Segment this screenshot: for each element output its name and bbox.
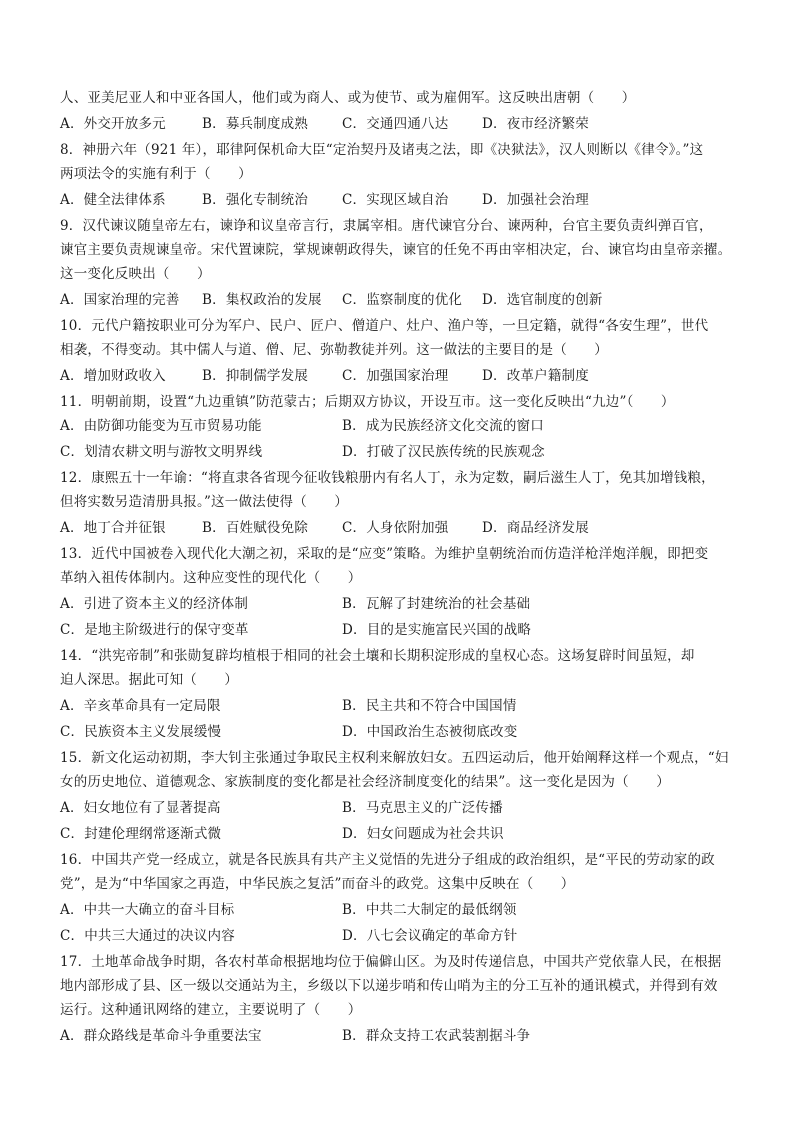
question-17-stem: 17．土地革命战争时期，各农村革命根据地均位于偏僻山区。为及时传递信息，中国共产党依靠人民，在根据	[60, 954, 722, 970]
option-b: B．民主共和不符合中国国情	[342, 698, 517, 714]
option-a: A．妇女地位有了显著提高	[60, 800, 221, 816]
option-c: C．实现区域自治	[342, 192, 449, 208]
option-a: A．中共一大确立的奋斗目标	[60, 902, 235, 918]
option-a: A．外交开放多元	[60, 116, 166, 132]
option-c: C．是地主阶级进行的保守变革	[60, 622, 249, 638]
option-d: D．中国政治生态被彻底改变	[342, 724, 518, 740]
option-d: D．八七会议确定的革命方针	[342, 928, 518, 944]
option-b: B．募兵制度成熟	[202, 116, 309, 132]
question-10-stem: 10．元代户籍按职业可分为军户、民户、匠户、僧道户、灶户、渔户等，一旦定籍，就得“各安生理”，世代	[60, 318, 709, 334]
question-11-stem: 11．明朝前期，设置“九边重镇”防范蒙古；后期双方协议，开设互市。这一变化反映出“九边”（ ）	[60, 394, 675, 410]
option-b: B．瓦解了封建统治的社会基础	[342, 596, 531, 612]
question-9-stem: 9．汉代谏议随皇帝左右，谏诤和议皇帝言行，隶属宰相。唐代谏官分台、谏两种，台官主要负责纠弹百官，	[60, 218, 713, 234]
option-d: D．加强社会治理	[482, 192, 589, 208]
option-b: B．成为民族经济文化交流的窗口	[342, 418, 544, 434]
option-c: C．交通四通八达	[342, 116, 449, 132]
option-a: A．地丁合并征银	[60, 520, 166, 536]
option-d: D．选官制度的创新	[482, 292, 603, 308]
option-a: A．健全法律体系	[60, 192, 166, 208]
option-c: C．中共三大通过的决议内容	[60, 928, 235, 944]
option-a: A．由防御功能变为互市贸易功能	[60, 418, 262, 434]
option-a: A．辛亥革命具有一定局限	[60, 698, 221, 714]
option-b: B．强化专制统治	[202, 192, 309, 208]
option-b: B．集权政治的发展	[202, 292, 322, 308]
option-b: B．百姓赋役免除	[202, 520, 309, 536]
question-9-stem: 这一变化反映出（ ）	[60, 266, 211, 282]
question-7-stem-tail: 人、亚美尼亚人和中亚各国人，他们或为商人、或为使节、或为雇佣军。这反映出唐朝（ ）	[60, 90, 636, 106]
option-d: D．目的是实施富民兴国的战略	[342, 622, 532, 638]
question-10-stem: 相袭，不得变动。其中儒人与道、僧、尼、弥勒教徒并列。这一做法的主要目的是（ ）	[60, 342, 608, 358]
question-15-stem: 15．新文化运动初期，李大钊主张通过争取民主权利来解放妇女。五四运动后，他开始阐释这样一个观点，“妇	[60, 750, 729, 766]
option-d: D．改革户籍制度	[482, 368, 589, 384]
option-c: C．民族资本主义发展缓慢	[60, 724, 222, 740]
option-d: D．妇女问题成为社会共识	[342, 826, 504, 842]
option-d: D．商品经济发展	[482, 520, 589, 536]
option-c: C．封建伦理纲常逐渐式微	[60, 826, 222, 842]
option-b: B．中共二大制定的最低纲领	[342, 902, 517, 918]
question-16-stem: 党”，是为“中华国家之再造，中华民族之复活”而奋斗的政党。这集中反映在（ ）	[60, 876, 575, 892]
question-8-stem: 两项法令的实施有利于（ ）	[60, 166, 252, 182]
option-c: C．划清农耕文明与游牧文明界线	[60, 444, 263, 460]
option-b: B．抑制儒学发展	[202, 368, 309, 384]
option-a: A．增加财政收入	[60, 368, 166, 384]
question-9-stem: 谏官主要负责规谏皇帝。宋代置谏院，掌规谏朝政得失，谏官的任免不再由宰相决定，台、谏官均由皇帝亲擢。	[60, 242, 732, 258]
question-14-stem: 迫人深思。据此可知（ ）	[60, 672, 239, 688]
option-d: D．夜市经济繁荣	[482, 116, 589, 132]
option-a: A．国家治理的完善	[60, 292, 180, 308]
question-12-stem: 但将实数另造清册具报。”这一做法使得（ ）	[60, 494, 349, 510]
question-17-stem: 地内部形成了县、区一级以交通站为主，乡级以下以递步哨和传山哨为主的分工互补的通讯模式，并得到有效	[60, 978, 718, 994]
question-14-stem: 14．“洪宪帝制”和张勋复辟均植根于相同的社会土壤和长期积淀形成的皇权心态。这场复辟时间虽短，却	[60, 648, 695, 664]
option-c: C．人身依附加强	[342, 520, 449, 536]
question-13-stem: 13．近代中国被卷入现代化大潮之初，采取的是“应变”策略。为维护皇朝统治而仿造洋枪洋炮洋舰，即把变	[60, 546, 709, 562]
question-12-stem: 12．康熙五十一年谕：“将直隶各省现今征收钱粮册内有名人丁，永为定数，嗣后滋生人丁，免其加增钱粮，	[60, 470, 715, 486]
question-15-stem: 女的历史地位、道德观念、家族制度的变化都是社会经济制度变化的结果”。这一变化是因为（ ）	[60, 774, 670, 790]
option-a: A．群众路线是革命斗争重要法宝	[60, 1028, 262, 1044]
question-8-stem: 8．神册六年（921 年），耶律阿保机命大臣“定治契丹及诸夷之法，即《决狱法》，汉人则断以《律令》。”这	[60, 142, 704, 158]
option-c: C．加强国家治理	[342, 368, 449, 384]
question-13-stem: 革纳入祖传体制内。这种应变性的现代化（ ）	[60, 570, 362, 586]
question-17-stem: 运行。这种通讯网络的建立，主要说明了（ ）	[60, 1002, 362, 1018]
option-d: D．打破了汉民族传统的民族观念	[342, 444, 545, 460]
option-a: A．引进了资本主义的经济体制	[60, 596, 249, 612]
option-c: C．监察制度的优化	[342, 292, 463, 308]
option-b: B．马克思主义的广泛传播	[342, 800, 503, 816]
option-b: B．群众支持工农武装割据斗争	[342, 1028, 531, 1044]
question-16-stem: 16．中国共产党一经成立，就是各民族具有共产主义觉悟的先进分子组成的政治组织，是“平民的劳动家的政	[60, 852, 715, 868]
